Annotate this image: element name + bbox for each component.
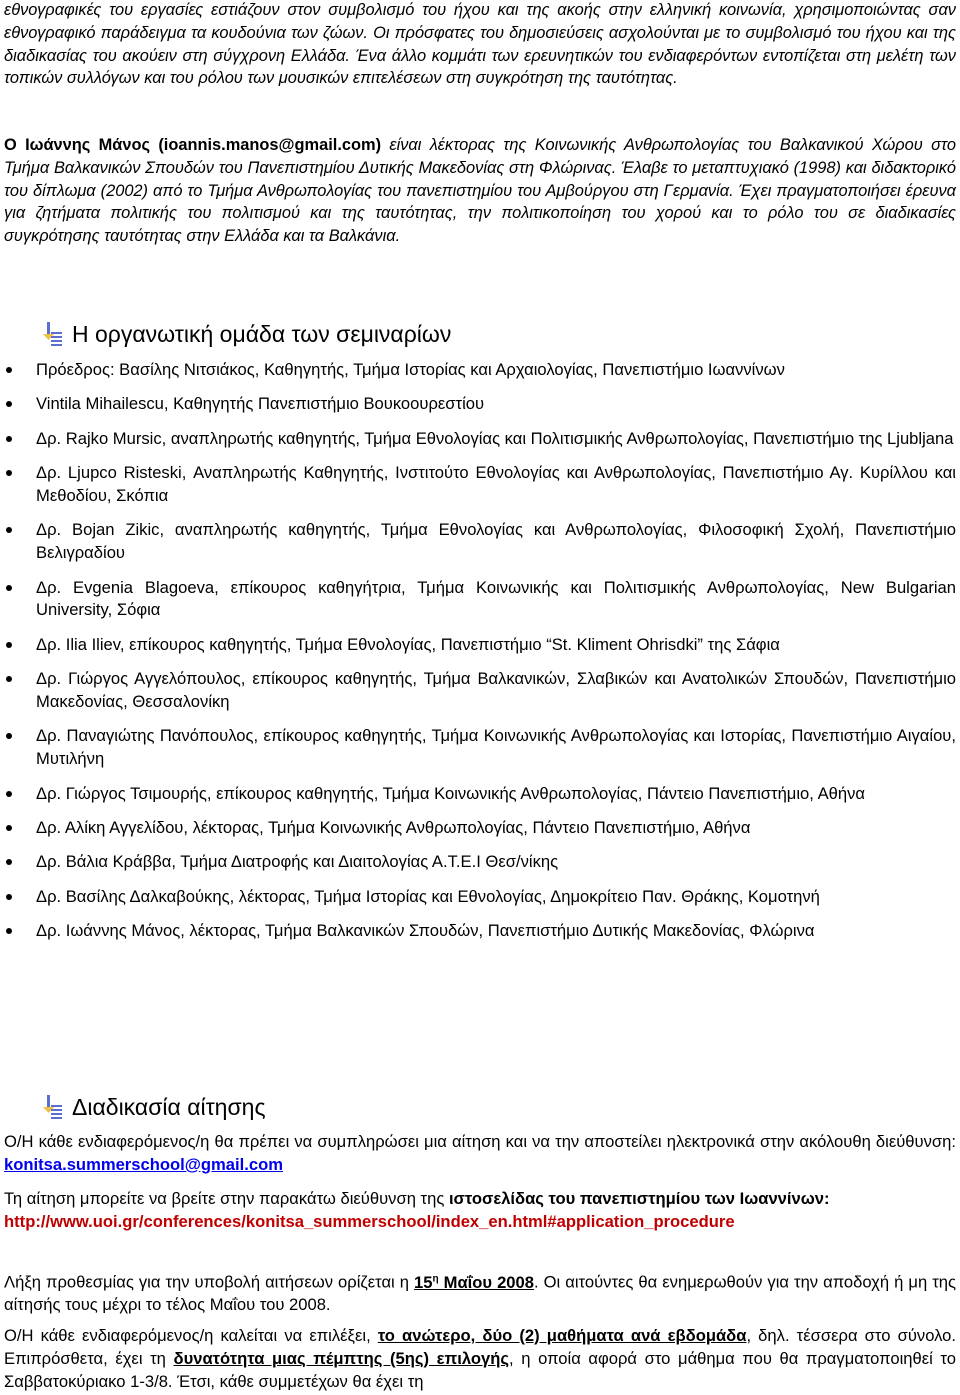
committee-member-item [4, 851, 956, 874]
committee-member-item [4, 462, 956, 508]
committee-member-text: Δρ. Evgenia Blagoeva, επίκουρος καθηγήτρια, Τμήμα Κοινωνικής και Πολιτισμικής Ανθρωπολογίας, New Bulgarian University, Σόφια [36, 577, 956, 620]
committee-member-item [4, 668, 956, 714]
bullet-icon [6, 928, 12, 934]
bio-name: Ο Ιωάννης Μάνος (ioannis.manos@gmail.com) [4, 136, 382, 154]
committee-member-item [4, 428, 956, 451]
committee-member-item [4, 519, 956, 565]
bullet-icon [6, 436, 12, 442]
committee-member-text: Δρ. Ιωάννης Μάνος, λέκτορας, Τμήμα Βαλκανικών Σπουδών, Πανεπιστήμιο Δυτικής Μακεδονίας, Φλώρινα [36, 921, 815, 941]
committee-heading [38, 319, 451, 349]
committee-member-text: Δρ. Βασίλης Δαλκαβούκης, λέκτορας, Τμήμα Ιστορίας και Εθνολογίας, Δημοκρίτειο Παν. Θράκης, Κομοτηνή [36, 886, 820, 906]
bullet-icon [6, 642, 12, 648]
bullet-icon [6, 894, 12, 900]
committee-member-text: Δρ. Ljupco Risteski, Αναπληρωτής Καθηγητής, Ινστιτούτο Εθνολογίας και Ανθρωπολογίας, Πανεπιστήμιο Αγ. Κυρίλλου και Μεθοδίου, Σκόπια [36, 463, 956, 505]
bio-paragraph [4, 134, 956, 248]
courses-limit: το ανώτερο, δύο (2) μαθήματα ανά εβδομάδα [377, 1326, 747, 1345]
bullet-icon [6, 676, 12, 682]
application-heading [38, 1092, 266, 1122]
bullet-icon [6, 470, 12, 476]
committee-member-item [4, 393, 956, 416]
application-heading-text: Διαδικασία αίτησης [72, 1094, 266, 1120]
application-paragraph-2: Τη αίτηση μπορείτε να βρείτε στην παρακάτω διεύθυνση της ιστοσελίδας του πανεπιστημίου των Ιωαννίνων: http://www.uoi.gr/conferences/konitsa_summerschool/index_en.html#application_procedure [4, 1189, 830, 1231]
application-email-link[interactable]: konitsa.summerschool@gmail.com [4, 1154, 283, 1174]
application-paragraph-1: Ο/Η κάθε ενδιαφερόμενος/η θα πρέπει να συμπληρώσει μια αίτηση και να την αποστείλει ηλεκτρονικά στην ακόλουθη διεύθυνση: konitsa.summerschool@gmail.com [4, 1132, 956, 1174]
application-paragraph-4: Ο/Η κάθε ενδιαφερόμενος/η καλείται να επιλέξει, το ανώτερο, δύο (2) μαθήματα ανά εβδομάδα, δηλ. τέσσερα στο σύνολο. Επιπρόσθετα, έχει τη δυνατότητα μιας πέμπτης (5ης) επιλογής, η οποία αφορά στο μάθημα που θα πραγματοποιηθεί το Σαββατοκύριακο 1-3/8. Έτσι, κάθε συμμετέχων θα έχει τη [4, 1326, 956, 1391]
application-paragraph-3: Λήξη προθεσμίας για την υποβολή αιτήσεων ορίζεται η $15^\eta$ Μαΐου 2008. Οι αιτούντες θα ενημερωθούν για την αποδοχή ή μη της αίτησής τους μέχρι το τέλος Μαΐου του 2008. [4, 1272, 956, 1315]
committee-member-item [4, 359, 956, 382]
committee-member-text: Δρ. Rajko Mursic, αναπληρωτής καθηγητής, Τμήμα Εθνολογίας και Πολιτισμικής Ανθρωπολογίας, Πανεπιστήμιο της Ljubljana [36, 428, 954, 448]
committee-member-item [4, 634, 956, 657]
bio-text: είναι λέκτορας της Κοινωνικής Ανθρωπολογίας του Βαλκανικού Χώρου στο Τμήμα Βαλκανικών Σπουδών του Πανεπιστημίου Δυτικής Μακεδονίας στη Φλώρινας. Έλαβε το μεταπτυχιακό (1998) και διδακτορικό του δίπλωμα (2002) από το Τμήμα Ανθρωπολογίας του πανεπιστημίου του Αμβούργου στη Γερμανία. Έχει πραγματοποιήσει έρευνα για ζητήματα πολιτικής του πολιτισμού και της ταυτότητας, την πολιτικοποίηση του χορού και το ρόλο του σε διαδικασίες συγκρότησης ταυτότητας στην Ελλάδα και τα Βαλκάνια. [4, 136, 956, 246]
bookmark-icon [38, 1094, 64, 1120]
bullet-icon [6, 367, 12, 373]
committee-member-text: Δρ. Βάλια Κράββα, Τμήμα Διατροφής και Διαιτολογίας Α.Τ.Ε.Ι Θεσ/νίκης [36, 852, 559, 872]
committee-member-item [4, 725, 956, 771]
committee-member-item [4, 886, 956, 909]
intro-paragraph: εθνογραφικές του εργασίες εστιάζουν στον συμβολισμό του ήχου και της ακοής στην ελληνική κοινωνία, χρησιμοποιώντας σαν εθνογραφικό παράδειγμα τα κουδούνια των ζώων. Οι πρόσφατες του δημοσιεύσεις ασχολούνται με το συμβολισμό του ήχου και της διαδικασίας του ακούειν στη σύγχρονη Ελλάδα. Ένα άλλο κομμάτι των ερευνητικών του ενδιαφερόντων εντοπίζεται στη μελέτη των τοπικών συλλόγων και του ρόλου των μουσικών επιτελέσεων στη συγκρότηση της ταυτότητας. [4, 1, 956, 88]
committee-member-item [4, 783, 956, 806]
bookmark-icon [38, 321, 64, 347]
bullet-icon [6, 733, 12, 739]
committee-member-text: Δρ. Ilia Iliev, επίκουρος καθηγητής, Τμήμα Εθνολογίας, Πανεπιστήμιο “St. Kliment Ohrisdki” της Σάφια [36, 634, 780, 654]
committee-member-item [4, 817, 956, 840]
bullet-icon [6, 791, 12, 797]
committee-member-text: Δρ. Γιώργος Αγγελόπουλος, επίκουρος καθηγητής, Τμήμα Βαλκανικών, Σλαβικών και Ανατολικών Σπουδών, Πανεπιστήμιο Μακεδονίας, Θεσσαλονίκη [36, 669, 956, 711]
bullet-icon [6, 825, 12, 831]
committee-member-item [4, 577, 956, 623]
committee-member-text: Δρ. Αλίκη Αγγελίδου, λέκτορας, Τμήμα Κοινωνικής Ανθρωπολογίας, Πάντειο Πανεπιστήμιο, Αθήνα [36, 817, 751, 837]
committee-heading-text: Η οργανωτική ομάδα των σεμιναρίων [72, 321, 452, 347]
bullet-icon [6, 585, 12, 591]
deadline-date: $15^\eta$ Μαΐου 2008 [414, 1272, 534, 1292]
application-url-link[interactable]: http://www.uoi.gr/conferences/konitsa_summerschool/index_en.html#application_procedure [4, 1211, 735, 1231]
committee-member-text: Πρόεδρος: Βασίλης Νιτσιάκος, Καθηγητής, Τμήμα Ιστορίας και Αρχαιολογίας, Πανεπιστήμιο Ιωαννίνων [36, 360, 785, 379]
committee-member-text: Δρ. Παναγιώτης Πανόπουλος, επίκουρος καθηγητής, Τμήμα Κοινωνικής Ανθρωπολογίας και Ιστορίας, Πανεπιστήμιο Αιγαίου, Μυτιλήνη [36, 726, 956, 769]
committee-member-text: Δρ. Bojan Zikic, αναπληρωτής καθηγητής, Τμήμα Εθνολογίας και Ανθρωπολογίας, Φιλοσοφική Σχολή, Πανεπιστήμιο Βελιγραδίου [36, 520, 956, 563]
committee-member-text: Vintila Mihailescu, Καθηγητής Πανεπιστήμιο Βουκοουρεστίου [36, 394, 485, 414]
fifth-option: δυνατότητα μιας πέμπτης (5ης) επιλογής [173, 1348, 510, 1368]
committee-member-text: Δρ. Γιώργος Τσιμουρής, επίκουρος καθηγητής, Τμήμα Κοινωνικής Ανθρωπολογίας, Πάντειο Πανεπιστήμιο, Αθήνα [36, 783, 865, 803]
committee-members-list [4, 359, 956, 954]
bullet-icon [6, 401, 12, 407]
bullet-icon [6, 527, 12, 533]
committee-member-item [4, 920, 956, 943]
bullet-icon [6, 859, 12, 865]
